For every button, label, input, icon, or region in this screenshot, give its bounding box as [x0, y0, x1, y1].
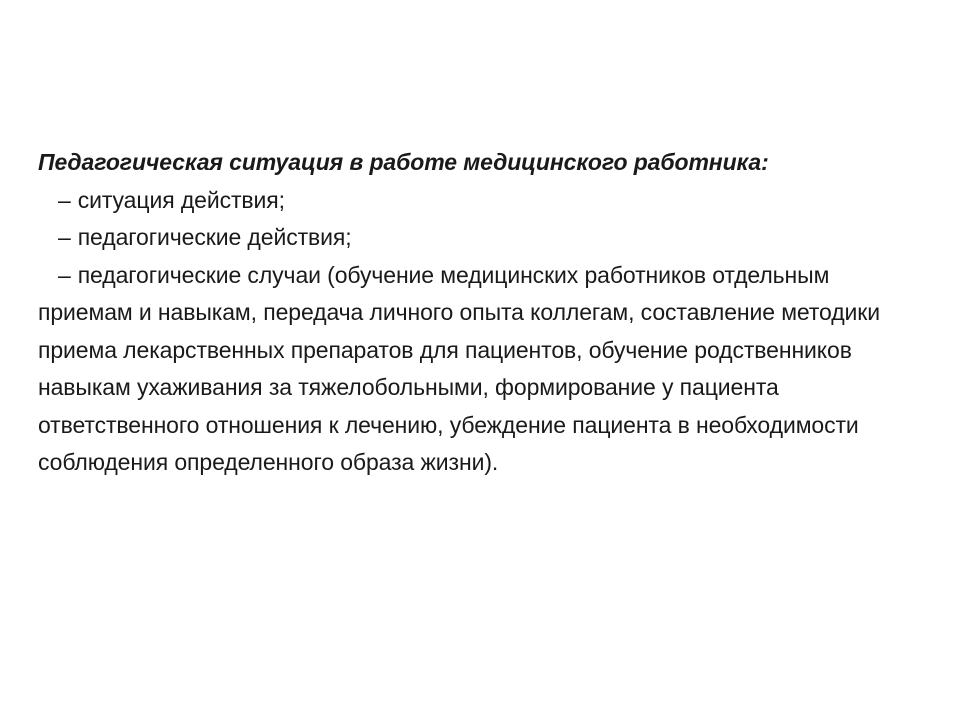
dash-marker: –: [58, 224, 71, 250]
dash-marker: –: [58, 186, 71, 213]
list-item-text: педагогические действия;: [77, 224, 352, 250]
list-item: [38, 219, 918, 257]
slide-heading: Педагогическая ситуация в работе медицинского работника:: [38, 149, 769, 175]
slide-content: [38, 144, 918, 482]
list-item: [38, 257, 918, 482]
list-item-text: ситуация действия;: [77, 186, 285, 213]
list-item-text: педагогические случаи (обучение медицинских работников отдельным приемам и навыкам, передача личного опыта коллегам, составление методики приема лекарственных препаратов для пациентов, обучение родственников навыкам ухаживания за тяжелобольными, формирование у пациента ответственного отношения к лечению, убеждение пациента в необходимости соблюдения определенного образа жизни).: [38, 261, 881, 475]
dash-marker: –: [58, 261, 71, 288]
list-item: [38, 182, 918, 220]
bullet-list: [38, 182, 918, 482]
